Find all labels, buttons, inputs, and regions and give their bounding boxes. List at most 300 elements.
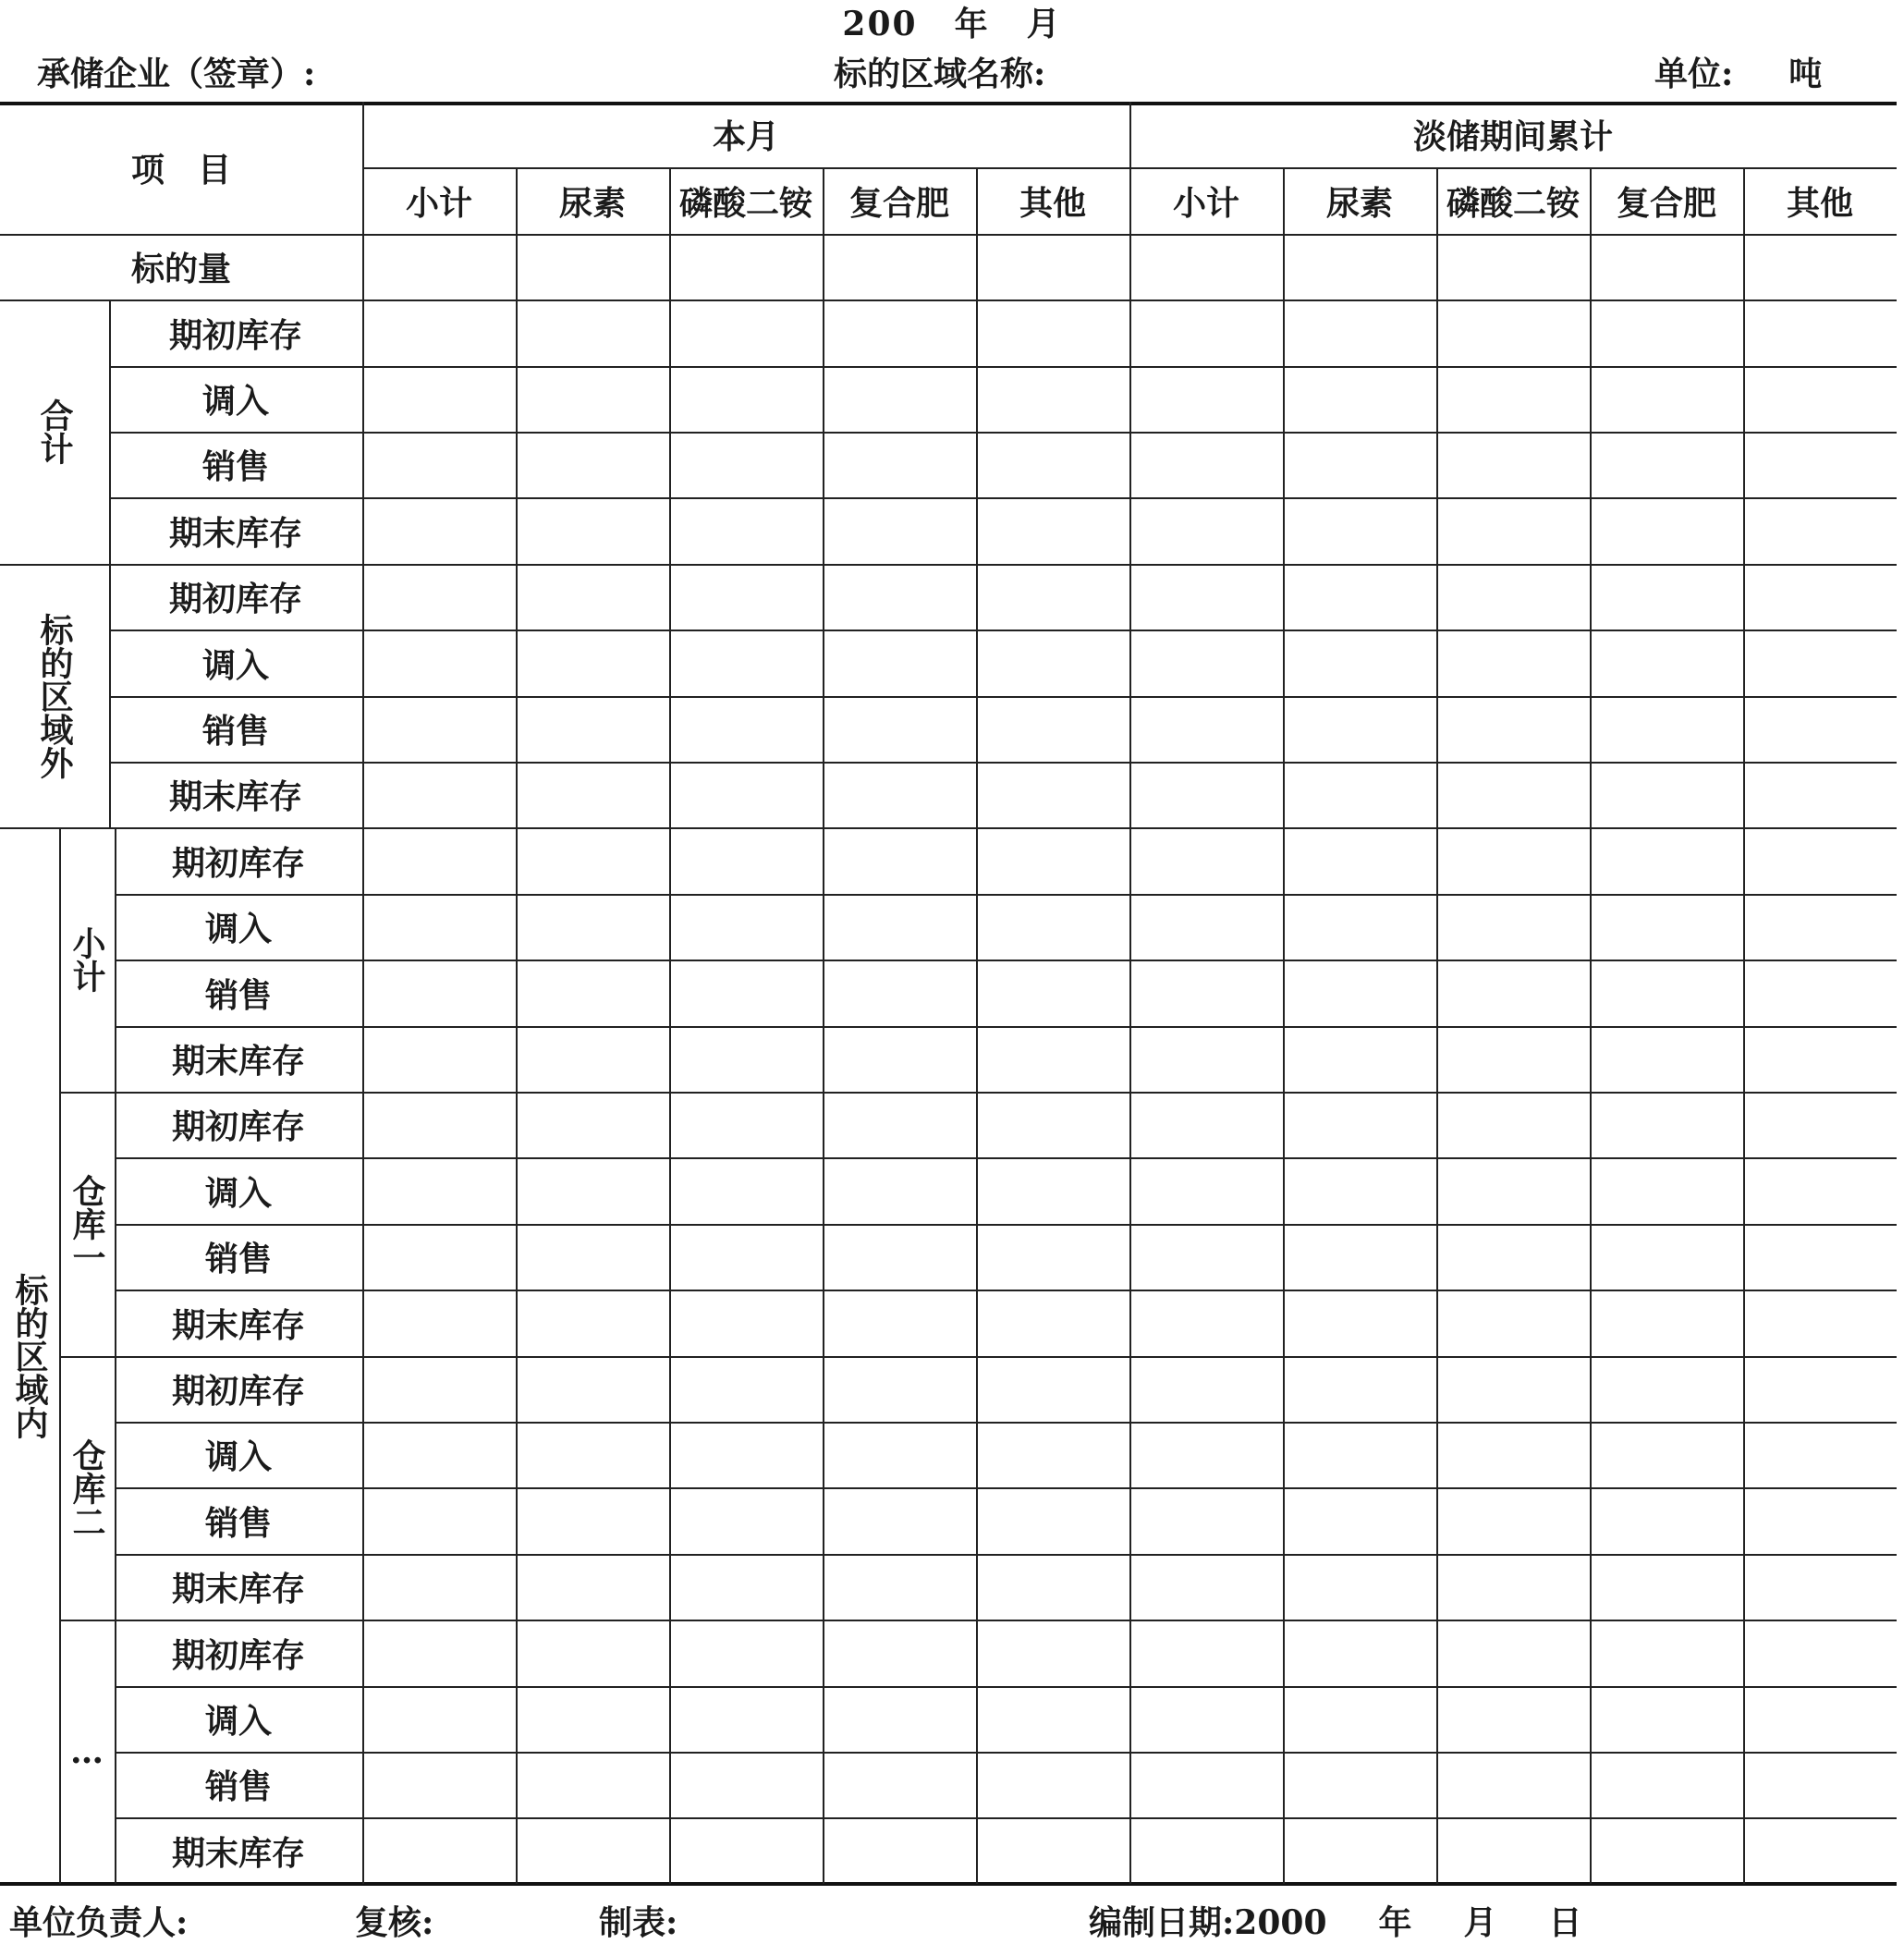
table-cell[interactable] — [1438, 566, 1588, 628]
inventory-table — [0, 102, 1897, 1884]
table-cell[interactable] — [1745, 1028, 1895, 1090]
title-year-label: 年 — [954, 5, 990, 43]
table-cell[interactable] — [1592, 566, 1741, 628]
section-warehouse-2: 仓库二 — [67, 1437, 106, 1538]
table-cell[interactable] — [1131, 1094, 1281, 1155]
table-cell[interactable] — [1438, 764, 1588, 825]
column-header: 磷酸二铵 — [1446, 183, 1580, 223]
table-cell[interactable] — [1131, 764, 1281, 825]
prepared-label: 制表: — [599, 1903, 678, 1942]
table-cell[interactable] — [978, 1094, 1128, 1155]
table-cell[interactable] — [978, 1489, 1128, 1552]
table-cell[interactable] — [1438, 434, 1588, 495]
table-cell[interactable] — [1285, 1819, 1434, 1882]
table-cell[interactable] — [518, 1094, 667, 1155]
table-cell[interactable] — [364, 1819, 514, 1882]
table-cell[interactable] — [364, 566, 514, 628]
table-cell[interactable] — [1285, 301, 1434, 364]
table-cell[interactable] — [1285, 829, 1434, 892]
table-cell[interactable] — [978, 301, 1128, 364]
table-cell[interactable] — [1131, 499, 1281, 562]
table-cell[interactable] — [1438, 1424, 1588, 1486]
row-label: 调入 — [204, 1173, 272, 1213]
table-cell[interactable] — [518, 698, 667, 760]
section-outside-area: 标的区域外 — [35, 612, 74, 779]
table-cell[interactable] — [1438, 301, 1588, 364]
table-cell[interactable] — [671, 566, 821, 628]
table-cell[interactable] — [1592, 1291, 1741, 1354]
table-cell[interactable] — [518, 1819, 667, 1882]
table-cell[interactable] — [824, 961, 974, 1024]
table-cell[interactable] — [1592, 1621, 1741, 1684]
row-label: 调入 — [201, 382, 269, 421]
table-cell[interactable] — [1592, 1819, 1741, 1882]
table-cell[interactable] — [1745, 301, 1895, 364]
row-label: 销售 — [201, 712, 269, 751]
table-cell[interactable] — [1131, 566, 1281, 628]
row-label: 期初库存 — [171, 1372, 305, 1411]
table-cell[interactable] — [824, 1291, 974, 1354]
table-cell[interactable] — [1592, 1754, 1741, 1816]
table-cell[interactable] — [1745, 1226, 1895, 1288]
table-cell[interactable] — [824, 1226, 974, 1288]
table-cell[interactable] — [978, 1291, 1128, 1354]
row-label: 调入 — [204, 1437, 272, 1476]
table-cell[interactable] — [1438, 1358, 1588, 1420]
table-cell[interactable] — [1438, 1028, 1588, 1090]
table-cell[interactable] — [1592, 236, 1741, 298]
table-cell[interactable] — [1131, 1028, 1281, 1090]
table-cell[interactable] — [518, 368, 667, 430]
row-label: 销售 — [204, 1240, 272, 1278]
table-cell[interactable] — [364, 1688, 514, 1750]
table-cell[interactable] — [364, 1159, 514, 1222]
table-cell[interactable] — [1745, 1424, 1895, 1486]
table-cell[interactable] — [1592, 499, 1741, 562]
table-cell[interactable] — [978, 368, 1128, 430]
table-cell[interactable] — [978, 434, 1128, 495]
table-cell[interactable] — [1592, 301, 1741, 364]
table-cell[interactable] — [824, 1621, 974, 1684]
table-cell[interactable] — [1131, 698, 1281, 760]
table-cell[interactable] — [671, 1489, 821, 1552]
table-cell[interactable] — [671, 434, 821, 495]
table-cell[interactable] — [824, 434, 974, 495]
table-cell[interactable] — [1131, 631, 1281, 694]
table-cell[interactable] — [978, 1424, 1128, 1486]
table-cell[interactable] — [364, 1556, 514, 1618]
table-cell[interactable] — [1592, 1358, 1741, 1420]
table-cell[interactable] — [1131, 896, 1281, 958]
table-cell[interactable] — [824, 764, 974, 825]
table-cell[interactable] — [671, 301, 821, 364]
table-cell[interactable] — [978, 961, 1128, 1024]
table-cell[interactable] — [824, 368, 974, 430]
table-cell[interactable] — [518, 566, 667, 628]
table-cell[interactable] — [978, 631, 1128, 694]
table-cell[interactable] — [1285, 368, 1434, 430]
table-cell[interactable] — [671, 1754, 821, 1816]
table-cell[interactable] — [1592, 1226, 1741, 1288]
table-cell[interactable] — [1285, 1424, 1434, 1486]
table-cell[interactable] — [1745, 499, 1895, 562]
table-cell[interactable] — [364, 1028, 514, 1090]
table-cell[interactable] — [364, 1489, 514, 1552]
column-header: 尿素 — [1325, 183, 1393, 223]
row-label: 期末库存 — [171, 1042, 305, 1081]
table-cell[interactable] — [364, 368, 514, 430]
table-cell[interactable] — [824, 236, 974, 298]
table-cell[interactable] — [1438, 1556, 1588, 1618]
table-cell[interactable] — [1438, 1489, 1588, 1552]
table-cell[interactable] — [1745, 566, 1895, 628]
table-cell[interactable] — [1131, 301, 1281, 364]
table-cell[interactable] — [1131, 1424, 1281, 1486]
table-cell[interactable] — [1438, 1621, 1588, 1684]
table-cell[interactable] — [1592, 1028, 1741, 1090]
table-cell[interactable] — [671, 1621, 821, 1684]
row-label: 期初库存 — [168, 315, 302, 355]
table-cell[interactable] — [824, 1424, 974, 1486]
table-cell[interactable] — [978, 236, 1128, 298]
table-cell[interactable] — [1592, 1688, 1741, 1750]
table-cell[interactable] — [824, 1754, 974, 1816]
table-cell[interactable] — [1131, 1621, 1281, 1684]
table-cell[interactable] — [1285, 631, 1434, 694]
table-cell[interactable] — [1745, 1688, 1895, 1750]
table-cell[interactable] — [1285, 1094, 1434, 1155]
table-cell[interactable] — [1745, 896, 1895, 958]
table-cell[interactable] — [364, 829, 514, 892]
table-cell[interactable] — [1592, 1556, 1741, 1618]
table-cell[interactable] — [1745, 1556, 1895, 1618]
table-cell[interactable] — [364, 499, 514, 562]
table-cell[interactable] — [518, 1754, 667, 1816]
table-cell[interactable] — [671, 1094, 821, 1155]
table-cell[interactable] — [364, 1424, 514, 1486]
table-cell[interactable] — [1745, 236, 1895, 298]
table-cell[interactable] — [824, 698, 974, 760]
table-cell[interactable] — [824, 896, 974, 958]
table-cell[interactable] — [1285, 434, 1434, 495]
row-label: 期末库存 — [171, 1570, 305, 1608]
table-cell[interactable] — [1131, 1226, 1281, 1288]
table-cell[interactable] — [671, 764, 821, 825]
table-cell[interactable] — [671, 896, 821, 958]
table-cell[interactable] — [1745, 1358, 1895, 1420]
table-cell[interactable] — [1131, 1754, 1281, 1816]
table-cell[interactable] — [824, 566, 974, 628]
date-year: 2000 — [1234, 1903, 1327, 1942]
table-cell[interactable] — [1285, 236, 1434, 298]
table-cell[interactable] — [671, 368, 821, 430]
table-cell[interactable] — [1438, 829, 1588, 892]
table-cell[interactable] — [1131, 434, 1281, 495]
table-cell[interactable] — [364, 1094, 514, 1155]
table-cell[interactable] — [1131, 1556, 1281, 1618]
date-year-label: 年 — [1378, 1903, 1412, 1942]
table-cell[interactable] — [1285, 698, 1434, 760]
table-cell[interactable] — [1285, 896, 1434, 958]
table-cell[interactable] — [1592, 829, 1741, 892]
table-cell[interactable] — [1131, 1358, 1281, 1420]
table-cell[interactable] — [364, 1358, 514, 1420]
table-cell[interactable] — [1285, 499, 1434, 562]
table-cell[interactable] — [518, 301, 667, 364]
table-cell[interactable] — [1592, 896, 1741, 958]
table-cell[interactable] — [1131, 1291, 1281, 1354]
table-cell[interactable] — [671, 1819, 821, 1882]
column-header: 复合肥 — [848, 183, 949, 223]
table-cell[interactable] — [1285, 1489, 1434, 1552]
table-cell[interactable] — [364, 631, 514, 694]
table-cell[interactable] — [671, 961, 821, 1024]
table-cell[interactable] — [1285, 764, 1434, 825]
table-cell[interactable] — [671, 1358, 821, 1420]
table-cell[interactable] — [1285, 1358, 1434, 1420]
table-cell[interactable] — [1131, 961, 1281, 1024]
table-cell[interactable] — [978, 896, 1128, 958]
table-cell[interactable] — [364, 301, 514, 364]
table-cell[interactable] — [978, 1754, 1128, 1816]
table-cell[interactable] — [1745, 698, 1895, 760]
table-cell[interactable] — [518, 1489, 667, 1552]
table-cell[interactable] — [1131, 829, 1281, 892]
table-cell[interactable] — [671, 236, 821, 298]
table-cell[interactable] — [1285, 1621, 1434, 1684]
table-cell[interactable] — [1131, 1688, 1281, 1750]
table-cell[interactable] — [1438, 1291, 1588, 1354]
table-cell[interactable] — [518, 764, 667, 825]
table-cell[interactable] — [1745, 961, 1895, 1024]
table-cell[interactable] — [978, 1819, 1128, 1882]
row-label: 调入 — [204, 910, 272, 948]
unit-label: 单位: — [1654, 55, 1734, 93]
table-cell[interactable] — [1438, 1754, 1588, 1816]
table-cell[interactable] — [671, 1556, 821, 1618]
table-cell[interactable] — [671, 1688, 821, 1750]
table-cell[interactable] — [1285, 1754, 1434, 1816]
company-label: 承储企业（签章）: — [37, 55, 316, 93]
table-cell[interactable] — [364, 1621, 514, 1684]
table-cell[interactable] — [1438, 896, 1588, 958]
section-inside-area: 标的区域内 — [10, 1272, 49, 1439]
table-cell[interactable] — [1285, 1226, 1434, 1288]
table-cell[interactable] — [1592, 1489, 1741, 1552]
table-cell[interactable] — [364, 236, 514, 298]
title-year: 200 — [842, 5, 918, 43]
table-cell[interactable] — [518, 631, 667, 694]
table-cell[interactable] — [1438, 961, 1588, 1024]
table-cell[interactable] — [518, 1028, 667, 1090]
table-cell[interactable] — [824, 1688, 974, 1750]
table-cell[interactable] — [1131, 368, 1281, 430]
group-this-month: 本月 — [712, 117, 779, 156]
table-cell[interactable] — [1745, 764, 1895, 825]
table-cell[interactable] — [978, 698, 1128, 760]
table-cell[interactable] — [1745, 631, 1895, 694]
table-cell[interactable] — [1285, 1028, 1434, 1090]
table-cell[interactable] — [364, 434, 514, 495]
table-cell[interactable] — [1285, 1291, 1434, 1354]
table-cell[interactable] — [978, 1226, 1128, 1288]
table-cell[interactable] — [1438, 368, 1588, 430]
table-cell[interactable] — [1438, 1688, 1588, 1750]
table-cell[interactable] — [518, 1621, 667, 1684]
table-cell[interactable] — [978, 1688, 1128, 1750]
table-cell[interactable] — [518, 1424, 667, 1486]
row-label: 期初库存 — [171, 1635, 305, 1675]
row-label: 期末库存 — [168, 777, 302, 816]
table-cell[interactable] — [978, 1159, 1128, 1222]
table-cell[interactable] — [364, 1291, 514, 1354]
table-cell[interactable] — [1745, 1489, 1895, 1552]
table-cell[interactable] — [364, 961, 514, 1024]
table-cell[interactable] — [1592, 1424, 1741, 1486]
table-cell[interactable] — [518, 1226, 667, 1288]
table-cell[interactable] — [1285, 566, 1434, 628]
table-cell[interactable] — [1438, 698, 1588, 760]
table-cell[interactable] — [1285, 961, 1434, 1024]
row-label: 调入 — [201, 645, 269, 685]
table-cell[interactable] — [824, 1556, 974, 1618]
table-cell[interactable] — [518, 896, 667, 958]
table-cell[interactable] — [1438, 236, 1588, 298]
group-cumulative: 淡储期间累计 — [1412, 117, 1613, 156]
table-cell[interactable] — [1285, 1556, 1434, 1618]
table-cell[interactable] — [1131, 1159, 1281, 1222]
table-cell[interactable] — [1285, 1159, 1434, 1222]
table-cell[interactable] — [978, 1621, 1128, 1684]
table-cell[interactable] — [364, 896, 514, 958]
table-cell[interactable] — [1745, 434, 1895, 495]
table-cell[interactable] — [1438, 1226, 1588, 1288]
table-cell[interactable] — [978, 1556, 1128, 1618]
table-cell[interactable] — [1592, 698, 1741, 760]
table-cell[interactable] — [671, 698, 821, 760]
table-cell[interactable] — [671, 829, 821, 892]
table-cell[interactable] — [518, 1688, 667, 1750]
table-cell[interactable] — [824, 1358, 974, 1420]
table-cell[interactable] — [824, 301, 974, 364]
table-cell[interactable] — [1592, 1094, 1741, 1155]
table-cell[interactable] — [1285, 1688, 1434, 1750]
table-cell[interactable] — [824, 1819, 974, 1882]
table-cell[interactable] — [824, 631, 974, 694]
table-cell[interactable] — [671, 1226, 821, 1288]
table-cell[interactable] — [1438, 1094, 1588, 1155]
table-cell[interactable] — [1592, 368, 1741, 430]
table-cell[interactable] — [671, 1159, 821, 1222]
section-total: 合计 — [35, 398, 74, 465]
table-cell[interactable] — [1592, 434, 1741, 495]
row-label: 期初库存 — [168, 580, 302, 618]
row-label: 调入 — [204, 1702, 272, 1741]
table-cell[interactable] — [1745, 829, 1895, 892]
table-cell[interactable] — [518, 434, 667, 495]
table-cell[interactable] — [978, 829, 1128, 892]
table-cell[interactable] — [1592, 1159, 1741, 1222]
table-cell[interactable] — [824, 1028, 974, 1090]
table-cell[interactable] — [1131, 1489, 1281, 1552]
table-cell[interactable] — [1438, 499, 1588, 562]
table-cell[interactable] — [824, 499, 974, 562]
table-cell[interactable] — [671, 631, 821, 694]
table-cell[interactable] — [364, 698, 514, 760]
column-header: 尿素 — [558, 183, 626, 223]
table-cell[interactable] — [671, 1291, 821, 1354]
date-month-label: 月 — [1463, 1903, 1497, 1942]
row-label: 销售 — [201, 447, 269, 486]
table-cell[interactable] — [1592, 764, 1741, 825]
table-cell[interactable] — [1745, 1094, 1895, 1155]
table-cell[interactable] — [1438, 1819, 1588, 1882]
table-cell[interactable] — [671, 1424, 821, 1486]
column-header: 其他 — [1019, 183, 1086, 223]
table-cell[interactable] — [1745, 1291, 1895, 1354]
section-more: … — [70, 1732, 104, 1771]
table-cell[interactable] — [518, 1159, 667, 1222]
row-label: 期初库存 — [171, 1107, 305, 1146]
table-cell[interactable] — [978, 764, 1128, 825]
table-cell[interactable] — [671, 499, 821, 562]
item-header: 项 目 — [130, 151, 231, 190]
row-label: 期末库存 — [171, 1305, 305, 1345]
table-cell[interactable] — [978, 1358, 1128, 1420]
table-cell[interactable] — [1745, 1819, 1895, 1882]
table-cell[interactable] — [1745, 1754, 1895, 1816]
column-header: 小计 — [1172, 183, 1239, 223]
table-cell[interactable] — [1131, 1819, 1281, 1882]
table-cell[interactable] — [824, 829, 974, 892]
table-cell[interactable] — [518, 961, 667, 1024]
table-cell[interactable] — [824, 1094, 974, 1155]
column-header: 磷酸二铵 — [678, 183, 812, 223]
section-warehouse-1: 仓库一 — [67, 1174, 106, 1274]
table-cell[interactable] — [671, 1028, 821, 1090]
table-cell[interactable] — [518, 1556, 667, 1618]
table-cell[interactable] — [364, 764, 514, 825]
row-label: 销售 — [204, 1767, 272, 1806]
table-cell[interactable] — [364, 1226, 514, 1288]
table-cell[interactable] — [1745, 1621, 1895, 1684]
table-cell[interactable] — [978, 1028, 1128, 1090]
row-label: 销售 — [204, 975, 272, 1015]
column-header: 复合肥 — [1616, 183, 1716, 223]
table-cell[interactable] — [364, 1754, 514, 1816]
table-cell[interactable] — [978, 499, 1128, 562]
table-cell[interactable] — [978, 566, 1128, 628]
table-cell[interactable] — [824, 1159, 974, 1222]
date-group — [1089, 1897, 1582, 1944]
table-cell[interactable] — [518, 1358, 667, 1420]
manager-label: 单位负责人: — [9, 1903, 189, 1942]
table-cell[interactable] — [1438, 1159, 1588, 1222]
table-cell[interactable] — [1592, 961, 1741, 1024]
table-cell[interactable] — [1438, 631, 1588, 694]
table-cell[interactable] — [518, 829, 667, 892]
table-cell[interactable] — [518, 1291, 667, 1354]
table-cell[interactable] — [1745, 1159, 1895, 1222]
table-cell[interactable] — [518, 499, 667, 562]
table-cell[interactable] — [1592, 631, 1741, 694]
table-cell[interactable] — [1745, 368, 1895, 430]
table-cell[interactable] — [1131, 236, 1281, 298]
table-cell[interactable] — [824, 1489, 974, 1552]
table-cell[interactable] — [518, 236, 667, 298]
row-label: 期末库存 — [171, 1833, 305, 1873]
unit-label-group — [1654, 48, 1822, 95]
